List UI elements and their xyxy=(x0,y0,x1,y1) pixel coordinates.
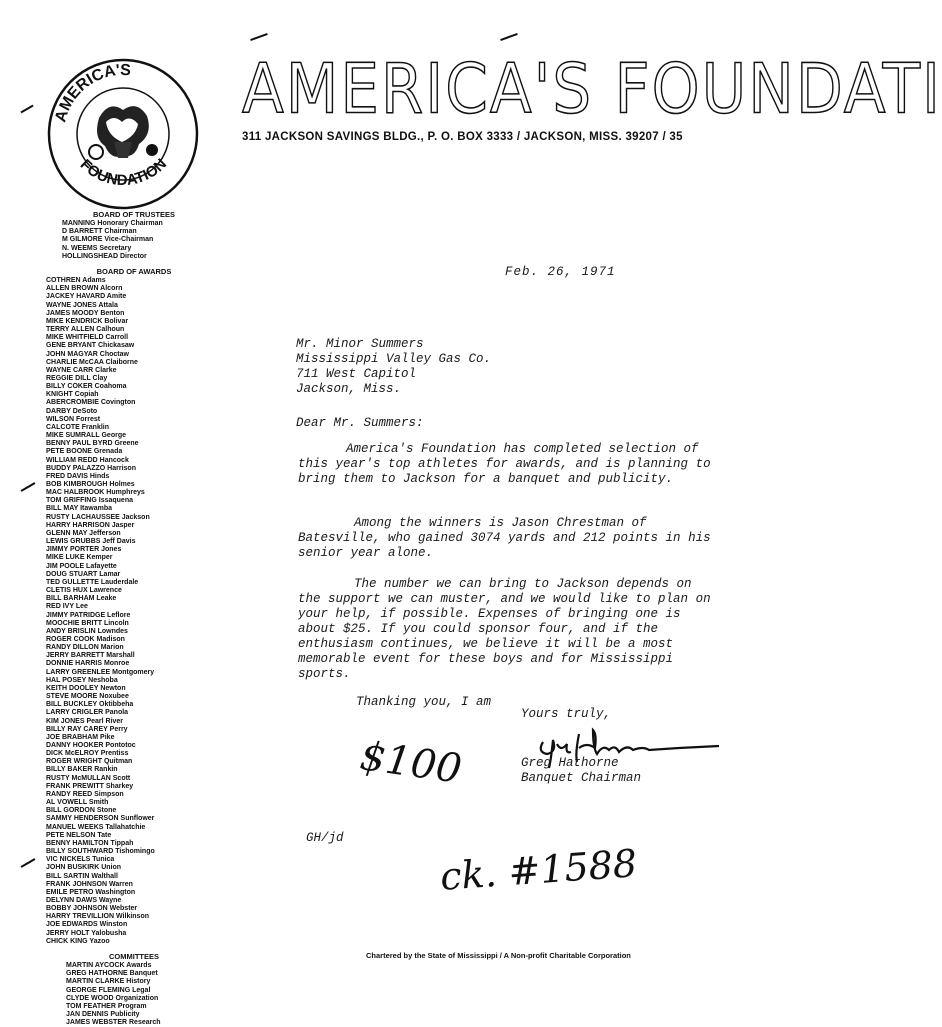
committee-item: JAMES WEBSTER Research xyxy=(66,1019,161,1027)
trustee-item: N. WEEMS Secretary xyxy=(62,244,132,252)
award-item: BUDDY PALAZZO Harrison xyxy=(46,464,136,472)
award-item: FRANK PREWITT Sharkey xyxy=(46,782,134,790)
award-item: JOE BRABHAM Pike xyxy=(46,733,115,741)
valediction: Yours truly, xyxy=(521,707,612,721)
committee-item: CLYDE WOOD Organization xyxy=(66,994,159,1002)
award-item: JERRY HOLT Yalobusha xyxy=(46,929,127,937)
award-item: LARRY GREENLEE Montgomery xyxy=(46,668,155,676)
committee-item: MARTIN CLARKE History xyxy=(66,978,151,986)
award-item: KNIGHT Copiah xyxy=(46,391,99,399)
committees-list xyxy=(46,962,216,1027)
award-item: MIKE SUMRALL George xyxy=(46,432,126,440)
award-item: KIM JONES Pearl River xyxy=(46,717,124,725)
trustee-item: D BARRETT Chairman xyxy=(62,228,137,236)
award-item: JIMMY PORTER Jones xyxy=(46,546,122,554)
award-item: JOHN BUSKIRK Union xyxy=(46,864,122,872)
awards-list xyxy=(46,277,216,946)
award-item: VIC NICKELS Tunica xyxy=(46,856,115,864)
award-item: JIM POOLE Lafayette xyxy=(46,562,117,570)
award-item: SAMMY HENDERSON Sunflower xyxy=(46,815,155,823)
award-item: HARRY TREVILLION Wilkinson xyxy=(46,913,149,921)
award-item: RANDY DILLON Marion xyxy=(46,644,124,652)
trustees-header: BOARD OF TRUSTEES xyxy=(92,210,176,219)
award-item: MOOCHIE BRITT Lincoln xyxy=(46,619,129,627)
svg-text:FOUNDATION: FOUNDATION xyxy=(76,155,171,190)
award-item: BILL MAY Itawamba xyxy=(46,505,113,513)
margin-mark xyxy=(21,858,36,868)
award-item: PETE NELSON Tate xyxy=(46,831,112,839)
letter-date: Feb. 26, 1971 xyxy=(505,265,616,279)
award-item: ABERCROMBIE Covington xyxy=(46,399,136,407)
award-item: MANUEL WEEKS Tallahatchie xyxy=(46,823,146,831)
award-item: HARRY HARRISON Jasper xyxy=(46,521,135,529)
trustee-item: MANNING Honorary Chairman xyxy=(62,220,163,228)
award-item: LARRY CRIGLER Panola xyxy=(46,709,129,717)
award-item: LEWIS GRUBBS Jeff Davis xyxy=(46,538,136,546)
award-item: TOM GRIFFING Issaquena xyxy=(46,497,133,505)
award-item: RUSTY McMULLAN Scott xyxy=(46,774,131,782)
margin-mark xyxy=(250,33,268,41)
award-item: BILL GORDON Stone xyxy=(46,807,117,815)
award-item: BILLY RAY CAREY Perry xyxy=(46,725,128,733)
award-item: MIKE WHITFIELD Carroll xyxy=(46,334,129,342)
recipient-line: Jackson, Miss. xyxy=(296,382,402,396)
award-item: COTHREN Adams xyxy=(46,277,106,285)
award-item: BILL BUCKLEY Oktibbeha xyxy=(46,701,134,709)
award-item: JAMES MOODY Benton xyxy=(46,309,125,317)
svg-text:AMERICA'S: AMERICA'S xyxy=(52,61,132,125)
award-item: GENE BRYANT Chickasaw xyxy=(46,342,135,350)
award-item: BILL BARHAM Leake xyxy=(46,595,117,603)
handwritten-check-number: ck. #1588 xyxy=(438,841,639,899)
award-item: EMILE PETRO Washington xyxy=(46,888,136,896)
award-item: ROGER COOK Madison xyxy=(46,635,125,643)
award-item: BILL SARTIN Walthall xyxy=(46,872,118,880)
award-item: JOE EDWARDS Winston xyxy=(46,921,128,929)
trustee-item: M GILMORE Vice-Chairman xyxy=(62,236,154,244)
award-item: DOUG STUART Lamar xyxy=(46,570,121,578)
award-item: RANDY REED Simpson xyxy=(46,790,124,798)
award-item: BOB KIMBROUGH Holmes xyxy=(46,481,135,488)
award-item: ROGER WRIGHT Quitman xyxy=(46,758,133,766)
typist-initials: GH/jd xyxy=(306,831,344,845)
signer-name: Greg Hathorne xyxy=(521,756,619,770)
recipient-line: 711 West Capitol xyxy=(296,367,417,381)
award-item: ALLEN BROWN Alcorn xyxy=(46,285,123,293)
handwritten-amount: $100 xyxy=(357,733,465,793)
award-item: PETE BOONE Grenada xyxy=(46,448,123,456)
award-item: AL VOWELL Smith xyxy=(46,799,109,807)
award-item: TERRY ALLEN Calhoun xyxy=(46,326,125,334)
paragraph-1: America's Foundation has completed selection of this year's top athletes for awards, and is planning to bring them to Jackson for a banquet and publicity. xyxy=(298,442,711,486)
award-item: MIKE LUKE Kemper xyxy=(46,554,113,562)
award-item: DARBY DeSoto xyxy=(46,407,98,415)
award-item: BOBBY JOHNSON Webster xyxy=(46,905,138,913)
paragraph-2: Among the winners is Jason Chrestman of Batesville, who gained 3074 yards and 212 points in his senior year alone. xyxy=(298,516,711,560)
award-item: STEVE MOORE Noxubee xyxy=(46,693,129,701)
award-item: MAC HALBROOK Humphreys xyxy=(46,489,145,497)
signer-title: Banquet Chairman xyxy=(521,771,642,785)
award-item: BENNY PAUL BYRD Greene xyxy=(46,440,139,448)
margin-mark xyxy=(21,482,36,492)
award-item: RUSTY LACHAUSSEE Jackson xyxy=(46,513,150,521)
award-item: WAYNE CARR Clarke xyxy=(46,366,117,374)
recipient-address xyxy=(296,337,491,397)
margin-mark xyxy=(20,105,33,114)
trustee-item: HOLLINGSHEAD Director xyxy=(62,252,147,260)
award-item: JERRY BARRETT Marshall xyxy=(46,652,135,660)
award-item: BILLY COKER Coahoma xyxy=(46,383,127,391)
award-item: DANNY HOOKER Pontotoc xyxy=(46,742,136,749)
award-item: TED GULLETTE Lauderdale xyxy=(46,578,139,586)
award-item: WILLIAM REDD Hancock xyxy=(46,456,129,464)
award-item: JIMMY PATRIDGE Leflore xyxy=(46,611,131,619)
award-item: WAYNE JONES Attala xyxy=(46,301,118,309)
margin-mark xyxy=(500,33,518,41)
committee-item: MARTIN AYCOCK Awards xyxy=(66,962,152,970)
award-item: KEITH DOOLEY Newton xyxy=(46,684,126,692)
award-item: BILLY BAKER Rankin xyxy=(46,766,118,774)
closing: Thanking you, I am xyxy=(356,695,492,709)
award-item: HAL POSEY Neshoba xyxy=(46,676,118,684)
award-item: CHARLIE McCAA Claiborne xyxy=(46,358,138,366)
committee-item: GREG HATHORNE Banquet xyxy=(66,970,158,978)
signer-block xyxy=(521,756,641,786)
committee-item: GEORGE FLEMING Legal xyxy=(66,986,151,994)
committee-item: TOM FEATHER Program xyxy=(66,1002,147,1010)
award-item: BENNY HAMILTON Tippah xyxy=(46,839,134,847)
committee-item: JAN DENNIS Publicity xyxy=(66,1011,140,1018)
award-item: CALCOTE Franklin xyxy=(46,423,110,431)
award-item: RED IVY Lee xyxy=(46,603,88,611)
sidebar xyxy=(46,210,216,1027)
footer-charter: Chartered by the State of Mississippi / A Non-profit Charitable Corporation xyxy=(366,951,631,960)
award-item: GLENN MAY Jefferson xyxy=(46,529,121,537)
award-item: BILLY SOUTHWARD Tishomingo xyxy=(46,848,155,856)
award-item: ANDY BRISLIN Lowndes xyxy=(46,627,128,635)
recipient-line: Mississippi Valley Gas Co. xyxy=(296,352,492,366)
award-item: MIKE KENDRICK Bolivar xyxy=(46,317,129,325)
award-item: DICK McELROY Prentiss xyxy=(46,750,129,758)
award-item: REGGIE DILL Clay xyxy=(46,374,108,382)
award-item: CLETIS HUX Lawrence xyxy=(46,587,122,595)
award-item: WILSON Forrest xyxy=(46,415,101,423)
foundation-seal xyxy=(44,58,202,210)
letterhead-address: 311 JACKSON SAVINGS BLDG., P. O. BOX 3333 / JACKSON, MISS. 39207 / 35 xyxy=(242,131,683,143)
salutation: Dear Mr. Summers: xyxy=(296,416,424,430)
award-item: JOHN MAGYAR Choctaw xyxy=(46,350,129,358)
paragraph-3: The number we can bring to Jackson depends on the support we can muster, and we would like to plan on your help, if possible. Expenses of bringing one is about $25. If you could sponsor four, and if the enthusiasm continues, we believe it will be a most memorable event for these boys and for Mississippi sports. xyxy=(298,577,711,681)
committees-header: COMMITTEES xyxy=(109,951,159,961)
award-item: JACKEY HAVARD Amite xyxy=(46,293,127,301)
award-item: FRED DAVIS Hinds xyxy=(46,472,110,480)
recipient-line: Mr. Minor Summers xyxy=(296,337,424,351)
letterhead-title: AMERICA'S FOUNDATI xyxy=(242,50,942,130)
award-item: DELYNN DAWS Wayne xyxy=(46,896,122,904)
award-item: DONNIE HARRIS Monroe xyxy=(46,660,130,668)
awards-header: BOARD OF AWARDS xyxy=(96,266,172,276)
award-item: CHICK KING Yazoo xyxy=(46,937,110,945)
trustees-list xyxy=(46,220,216,261)
award-item: FRANK JOHNSON Warren xyxy=(46,880,133,888)
